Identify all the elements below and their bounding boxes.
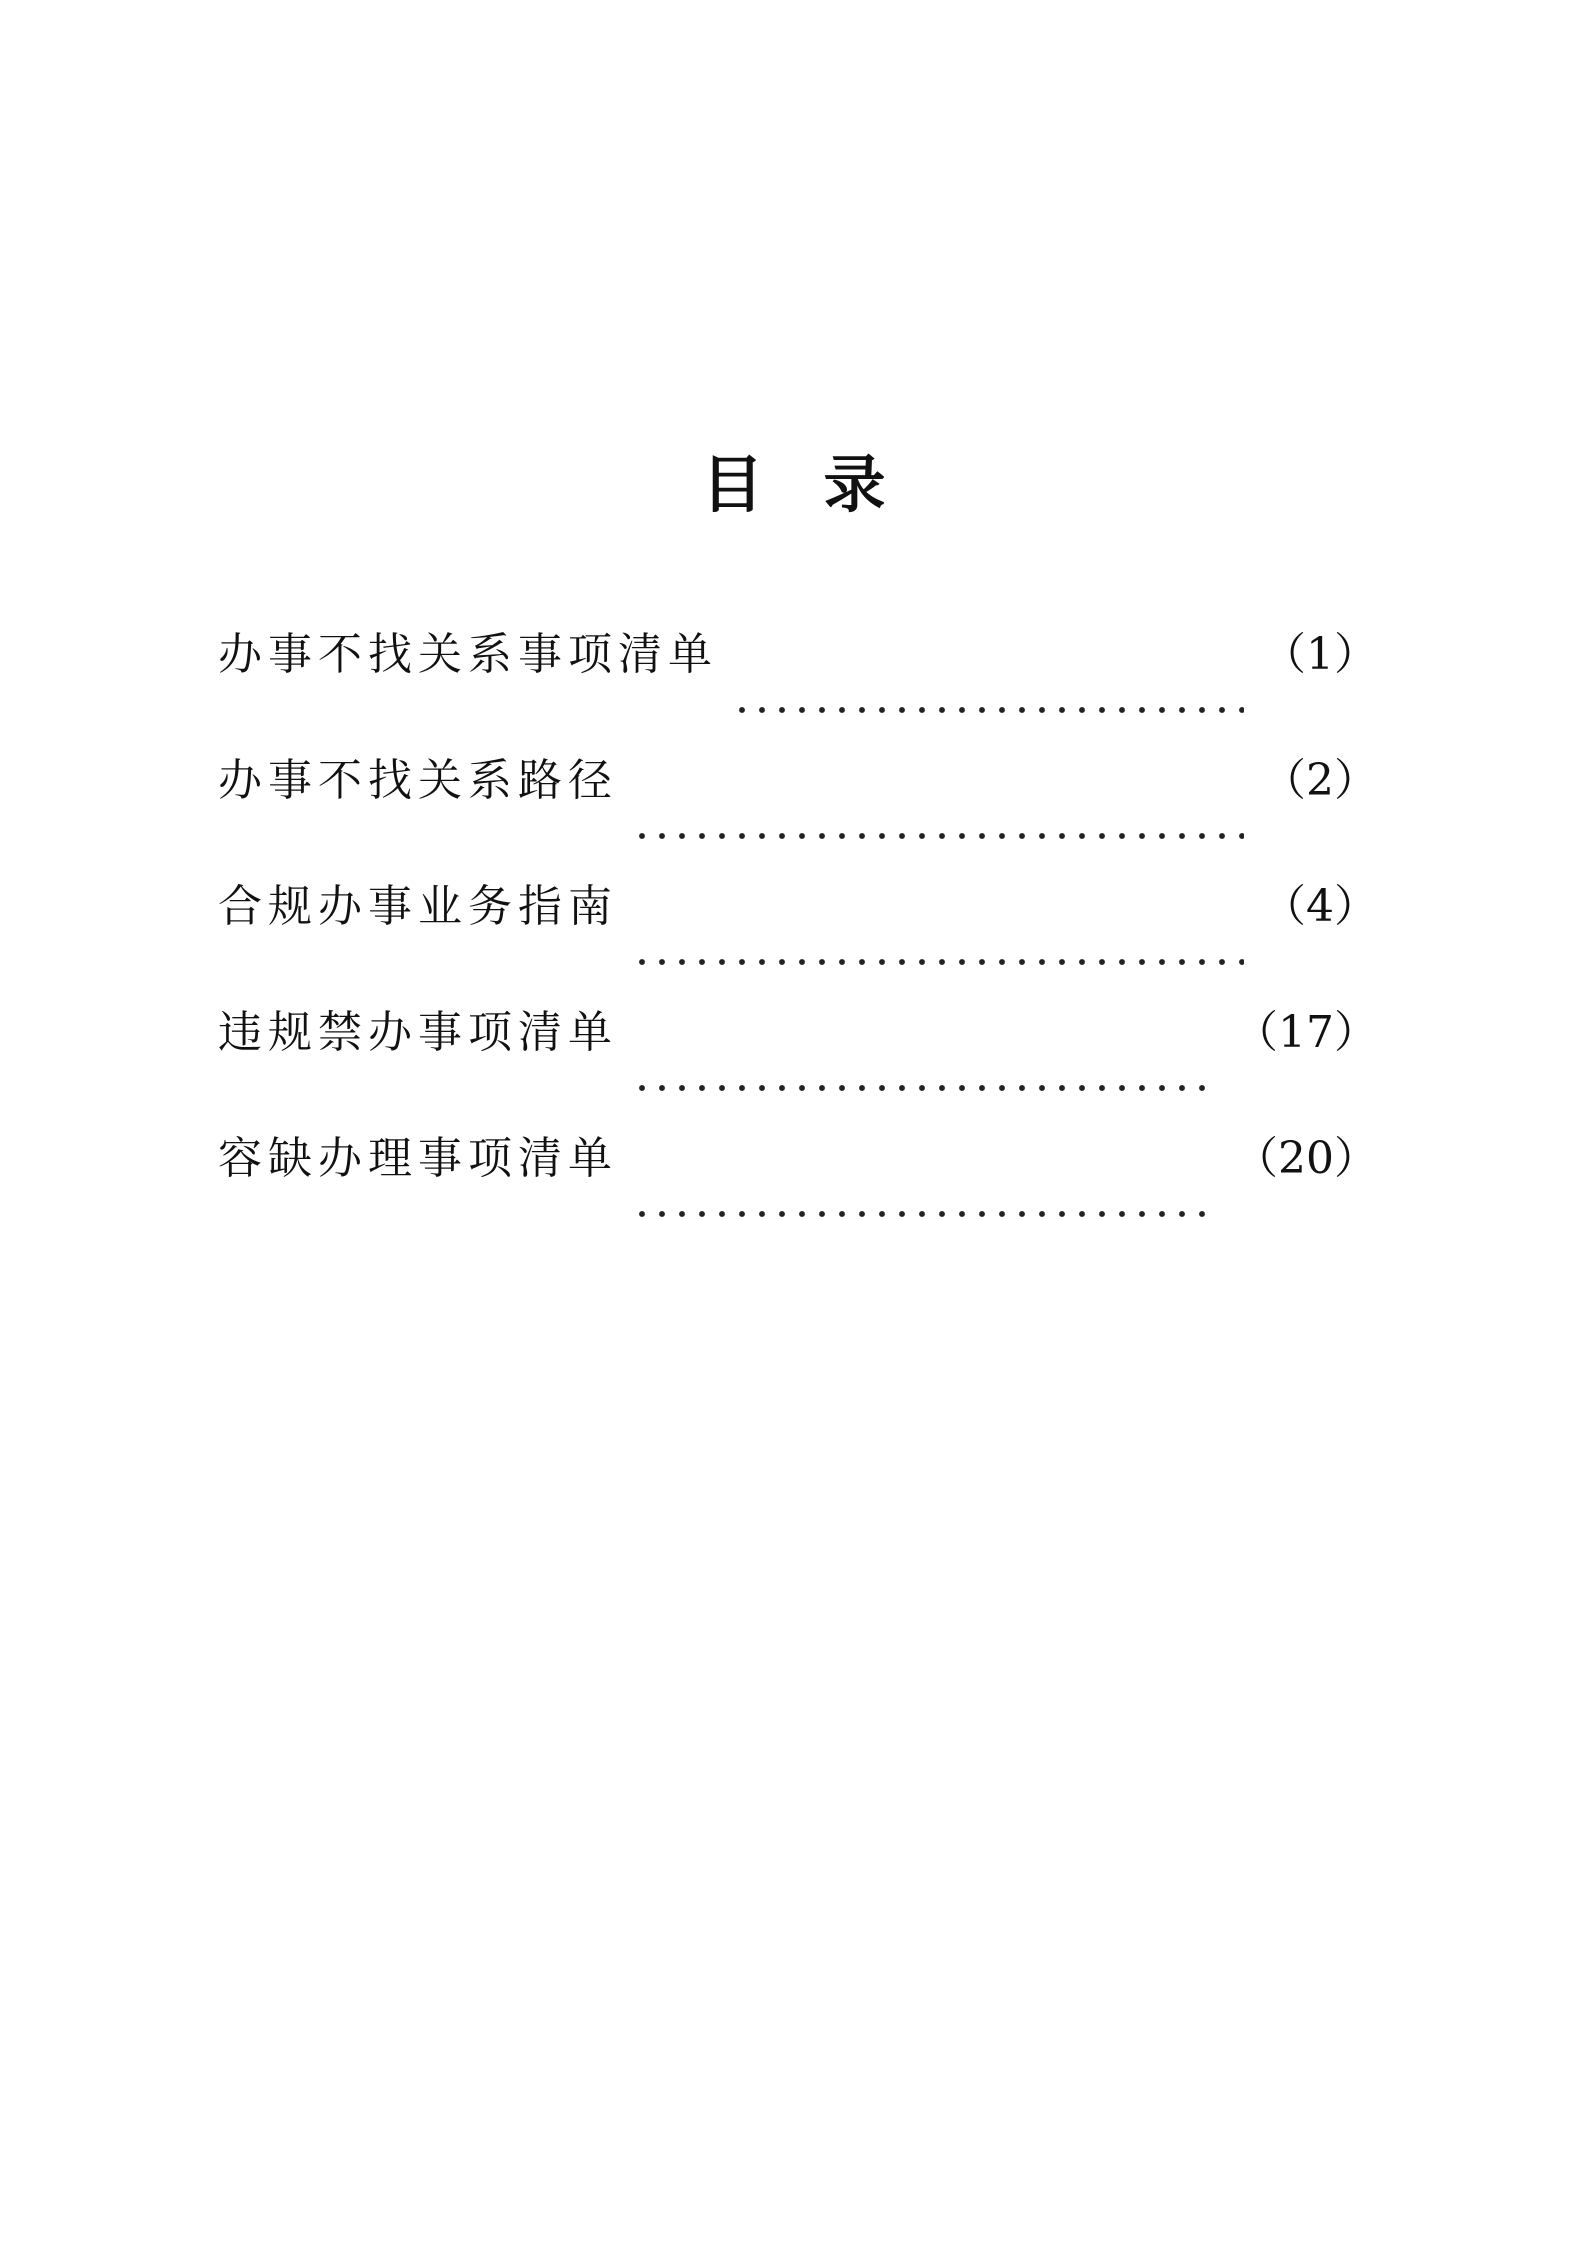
toc-entry-label: 违规禁办事项清单 <box>218 1007 618 1058</box>
toc-dot-leader <box>632 831 1244 841</box>
toc-entry-page: （1） <box>1262 629 1378 680</box>
toc-entry-label: 办事不找关系路径 <box>218 755 618 806</box>
page-title: 目录 <box>701 448 946 521</box>
toc-dot-leader <box>632 1209 1216 1219</box>
toc-entry-label: 合规办事业务指南 <box>218 881 618 932</box>
toc-entry <box>218 993 1378 1119</box>
toc-entry <box>218 615 1378 741</box>
toc-dot-leader <box>732 705 1244 715</box>
toc-entry <box>218 741 1378 867</box>
toc-entry-page: （4） <box>1262 881 1378 932</box>
toc-dot-leader <box>632 957 1244 967</box>
table-of-contents <box>218 615 1378 1245</box>
toc-entry-page: （17） <box>1234 1007 1378 1058</box>
toc-dot-leader <box>632 1083 1216 1093</box>
toc-entry <box>218 1119 1378 1245</box>
toc-entry-label: 容缺办理事项清单 <box>218 1133 618 1184</box>
toc-entry-page: （20） <box>1234 1133 1378 1184</box>
toc-entry-label: 办事不找关系事项清单 <box>218 629 718 680</box>
toc-entry-page: （2） <box>1262 755 1378 806</box>
toc-entry <box>218 867 1378 993</box>
